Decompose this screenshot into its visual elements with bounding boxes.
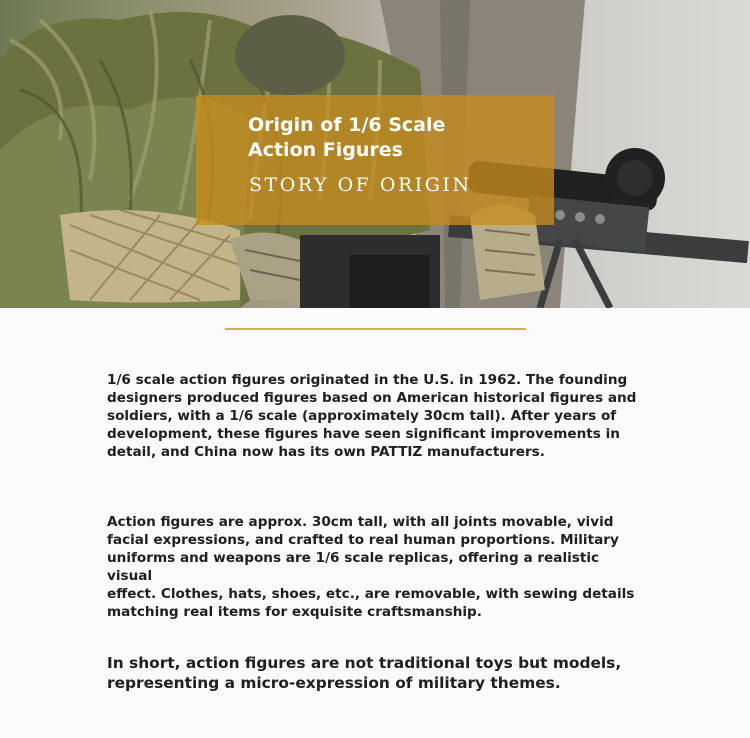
hero-banner [0,0,750,308]
paragraph-summary: In short, action figures are not traditional toys but models, representing a micro-expression of military themes. [107,654,622,692]
title-overlay-box [196,95,554,225]
paragraph-features: Action figures are approx. 30cm tall, with all joints movable, vivid facial expressions, and crafted to real human proportions. Military uniforms and weapons are 1/6 scale replicas, offering a realistic visual effect. Clothes, hats, shoes, etc., are removable, with sewing details matching real items for exquisite craftsmanship. [107,514,635,620]
section-divider [225,328,526,330]
paragraph-origin: 1/6 scale action figures originated in the U.S. in 1962. The founding designers produced figures based on American historical figures and soldiers, with a 1/6 scale (approximately 30cm tall). After years of development, these figures have seen significant improvements in detail, and China now has its own PATTIZ manufacturers. [107,372,637,460]
hero-title: Origin of 1/6 Scale Action Figures [248,114,446,161]
hero-subtitle: STORY OF ORIGIN [249,174,472,196]
